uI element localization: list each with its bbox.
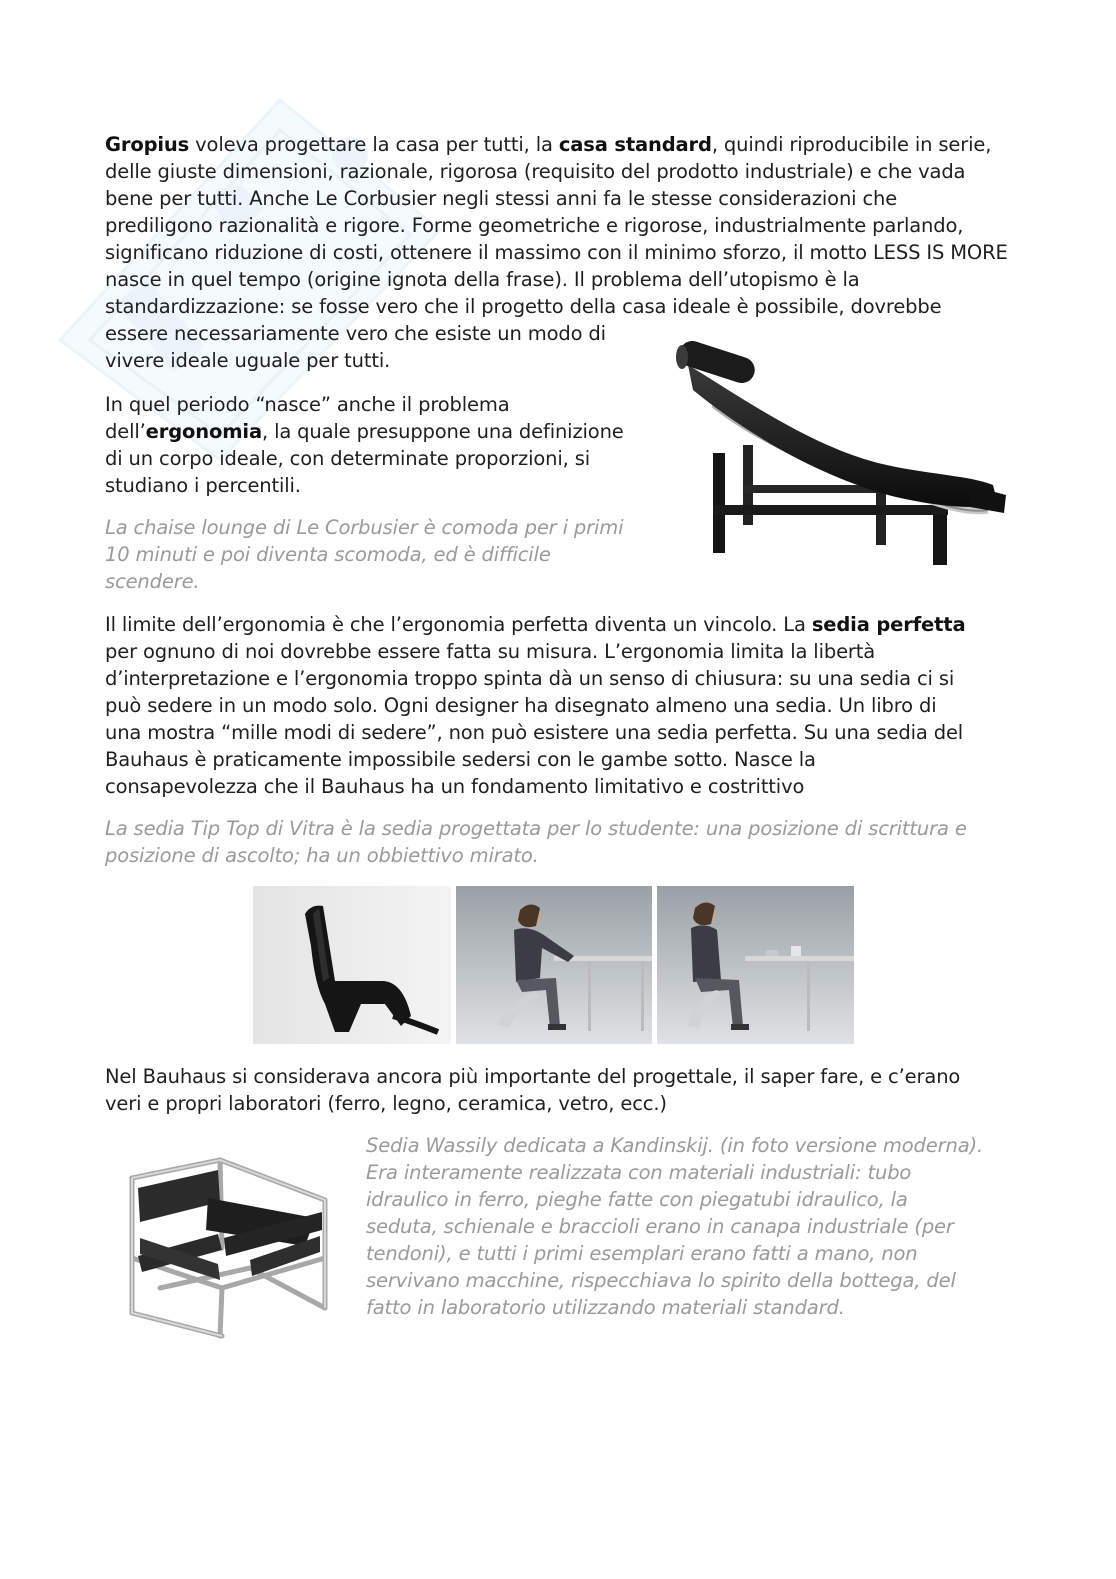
wassily-chair-image [100,1138,340,1343]
caption-line: La sedia Tip Top di Vitra è la sedia progettata per lo studente: una posizione di scrittura e [105,817,967,840]
text-line: di un corpo ideale, con determinate proporzioni, si [105,447,591,470]
text-line: consapevolezza che il Bauhaus ha un fondamento limitativo e costrittivo [105,775,805,798]
caption-line: seduta, schienale e braccioli erano in canapa industriale (per [366,1215,954,1238]
text-line: Il limite dell’ergonomia è che l’ergonomia perfetta diventa un vincolo. La sedia perfetta [105,613,966,636]
text-line: prediligono razionalità e rigore. Forme geometriche e rigorose, industrialmente parlando, [105,214,964,237]
caption-line: servivano macchine, rispecchiava lo spirito della bottega, del [366,1269,956,1292]
paragraph-ergonomia [105,391,624,499]
student-writing-image [456,886,652,1044]
caption-chaise-lounge [105,514,623,595]
text-line: essere necessariamente vero che esiste un modo di [105,322,606,345]
caption-wassily [366,1132,983,1321]
caption-line: scendere. [105,570,200,593]
caption-line: 10 minuti e poi diventa scomoda, ed è difficile [105,543,551,566]
text-line: Gropius voleva progettare la casa per tutti, la casa standard, quindi riproducibile in serie, [105,133,992,156]
text-line: veri e propri laboratori (ferro, legno, ceramica, vetro, ecc.) [105,1092,667,1115]
caption-line: Era interamente realizzata con materiali industriali: tubo [366,1161,912,1184]
text-line: standardizzazione: se fosse vero che il progetto della casa ideale è possibile, dovrebbe [105,295,942,318]
caption-line: fatto in laboratorio utilizzando materiali standard. [366,1296,845,1319]
text-line: Nel Bauhaus si considerava ancora più importante del progettale, il saper fare, e c’erano [105,1065,961,1088]
caption-tip-top [105,815,967,869]
paragraph-limite-ergonomia [105,611,965,800]
text-line: dell’ergonomia, la quale presuppone una definizione [105,420,624,443]
caption-line: posizione di ascolto; ha un obbiettivo mirato. [105,844,539,867]
text-line: nasce in quel tempo (origine ignota della frase). Il problema dell’utopismo è la [105,268,860,291]
text-line: In quel periodo “nasce” anche il problema [105,393,510,416]
text-line: può sedere in un modo solo. Ogni designer ha disegnato almeno una sedia. Un libro di [105,694,937,717]
text-line: una mostra “mille modi di sedere”, non può esistere una sedia perfetta. Su una sedia del [105,721,964,744]
paragraph-laboratori [105,1063,960,1117]
caption-line: Sedia Wassily dedicata a Kandinskij. (in foto versione moderna). [366,1134,983,1157]
caption-line: idraulico in ferro, pieghe fatte con piegatubi idraulico, la [366,1188,908,1211]
caption-line: tendoni), e tutti i primi esemplari erano fatti a mano, non [366,1242,918,1265]
student-listening-image [657,886,854,1044]
text-line: delle giuste dimensioni, razionale, rigorosa (requisito del prodotto industriale) e che vada [105,160,966,183]
text-line: vivere ideale uguale per tutti. [105,349,391,372]
text-line: d’interpretazione e l’ergonomia troppo spinta dà un senso di chiusura: su una sedia ci si [105,667,955,690]
text-line: per ognuno di noi dovrebbe essere fatta su misura. L’ergonomia limita la libertà [105,640,876,663]
chaise-lounge-image [668,335,1013,575]
text-line: Bauhaus è praticamente impossibile sedersi con le gambe sotto. Nasce la [105,748,816,771]
text-line: studiano i percentili. [105,474,301,497]
caption-line: La chaise lounge di Le Corbusier è comoda per i primi [105,516,624,539]
text-line: significano riduzione di costi, ottenere il massimo con il minimo sforzo, il motto LESS IS MORE [105,241,1008,264]
tip-top-chair-image [253,886,451,1044]
text-line: bene per tutti. Anche Le Corbusier negli stessi anni fa le stesse considerazioni che [105,187,898,210]
